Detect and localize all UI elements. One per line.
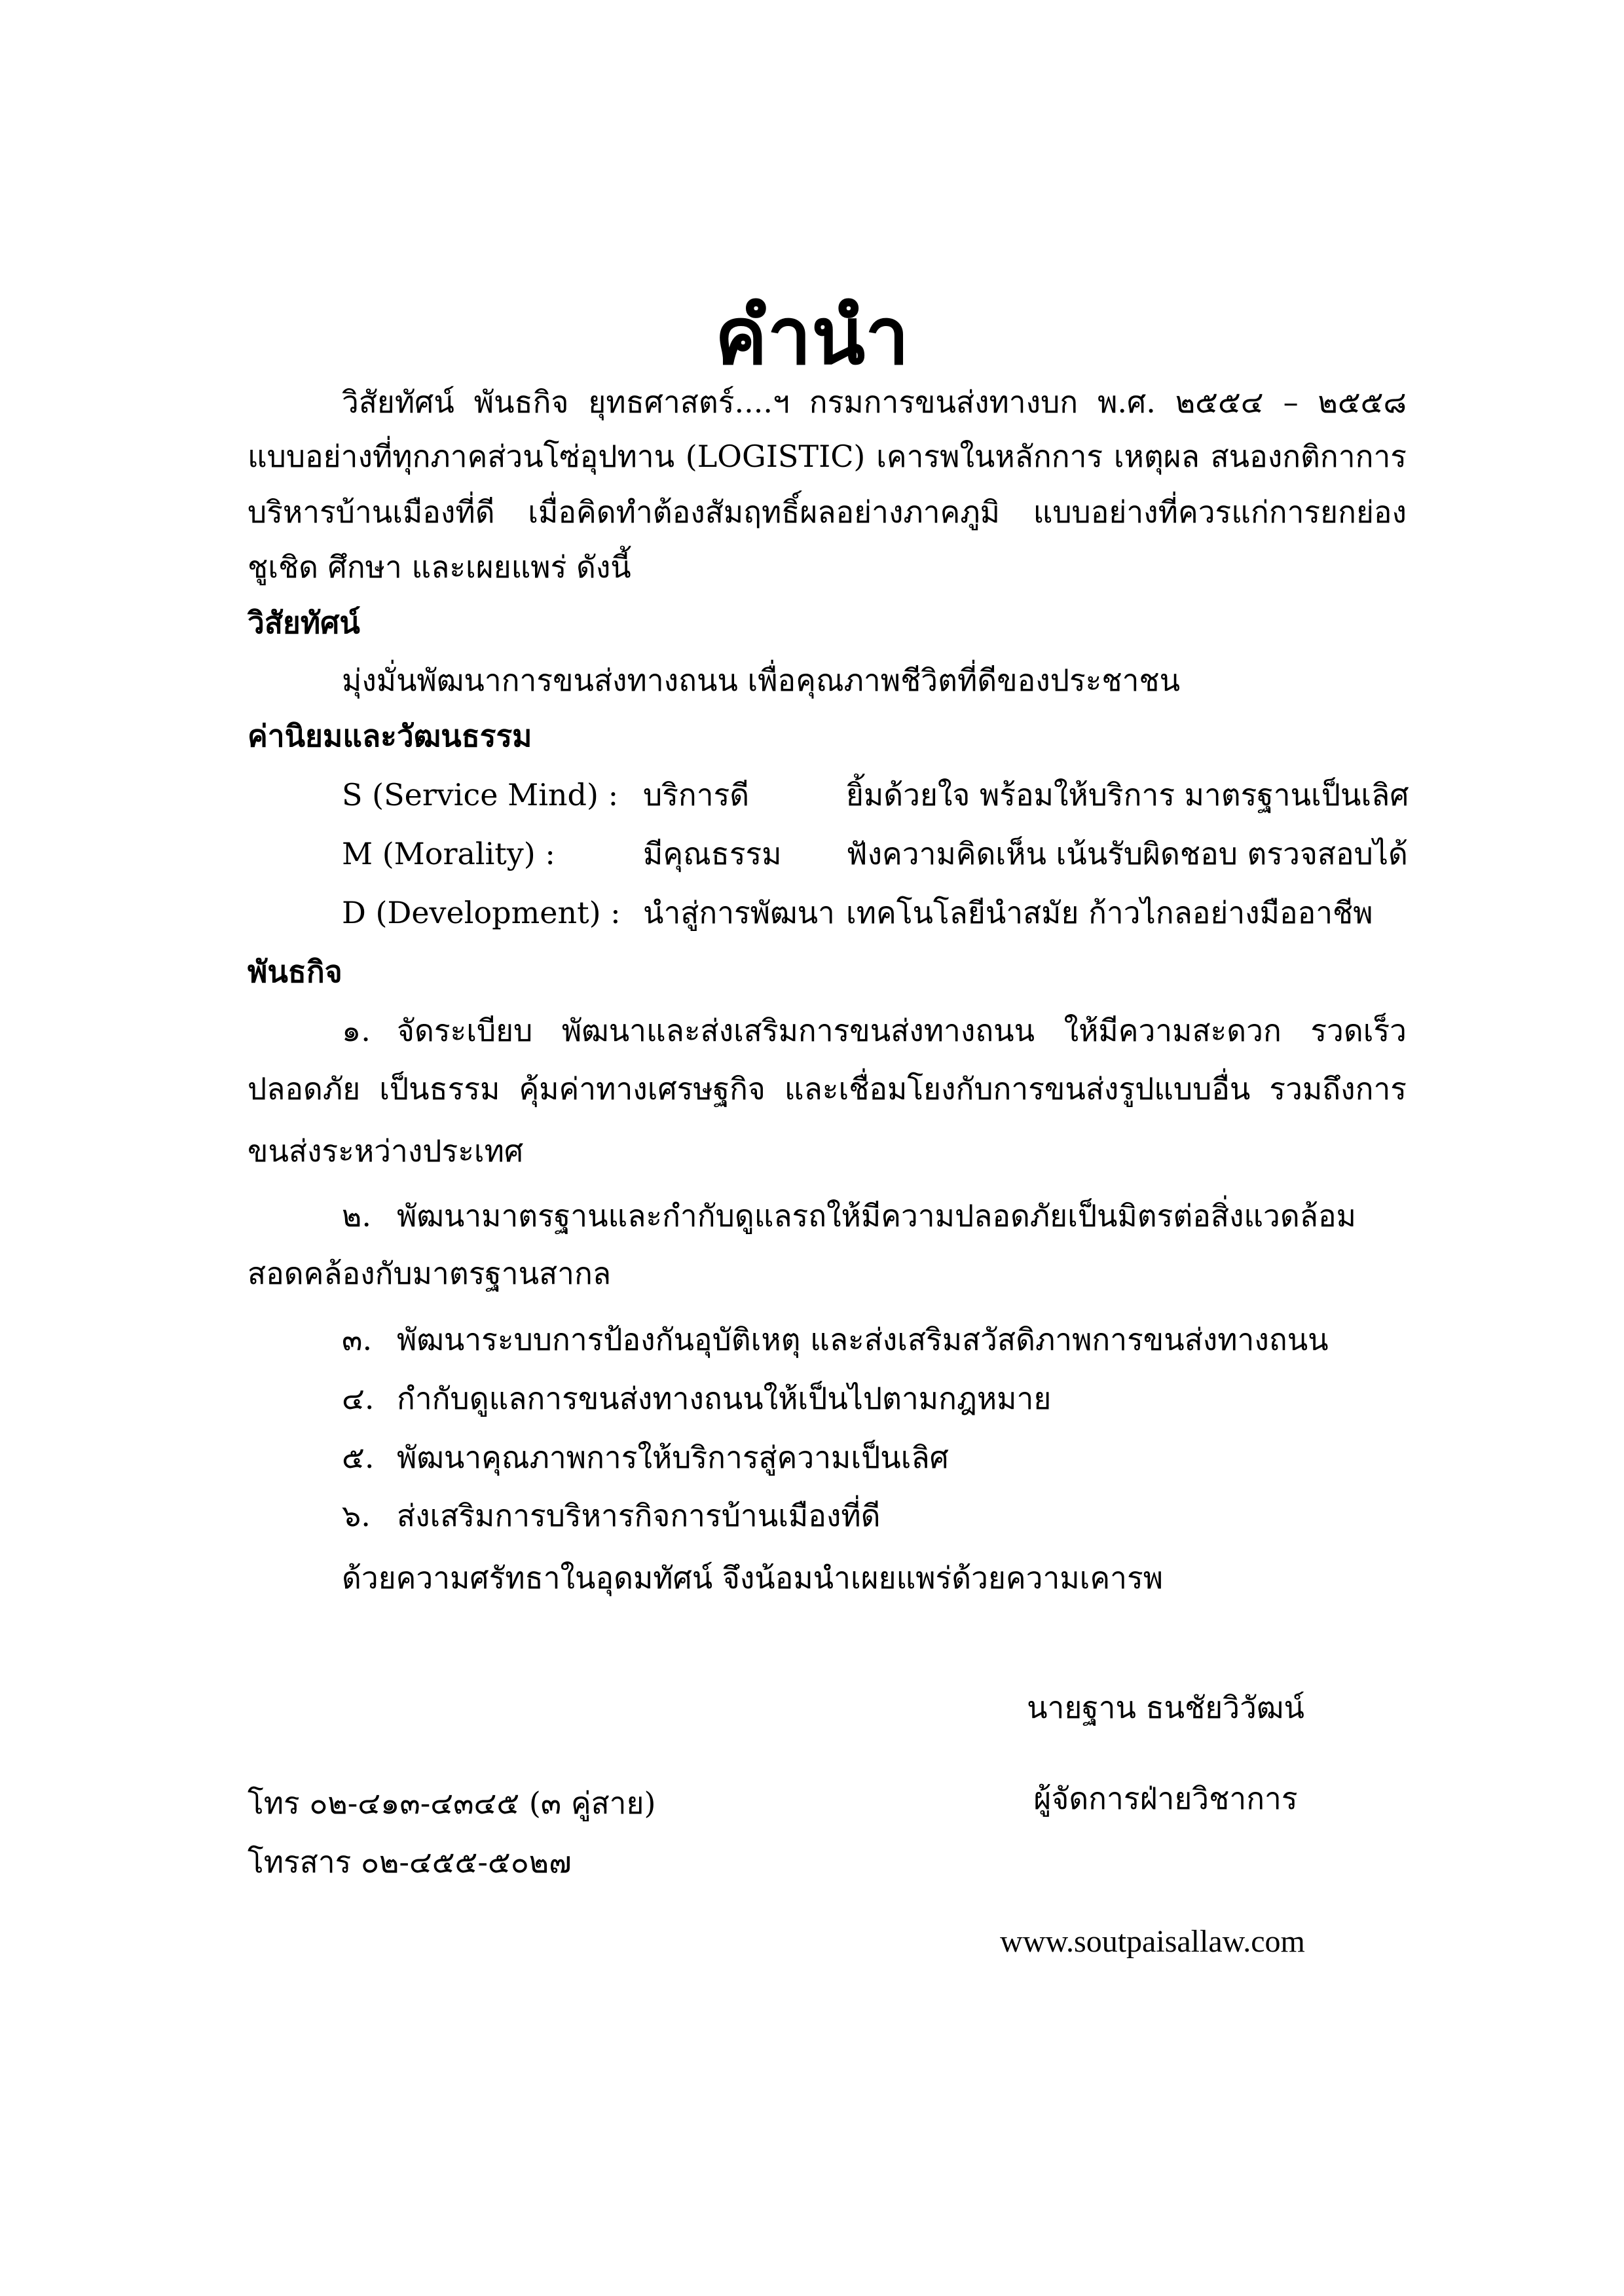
value-name: บริการดี <box>643 777 750 812</box>
mission-text: จัดระเบียบ พัฒนาและส่งเสริมการขนส่งทางถนน ให้มีความสะดวก รวดเร็ว <box>397 1013 1407 1048</box>
value-row-s <box>342 775 1409 814</box>
value-name: มีคุณธรรม <box>643 836 782 871</box>
mission-text: พัฒนามาตรฐานและกำกับดูแลรถให้มีความปลอดภัยเป็นมิตรต่อสิ่งแวดล้อม <box>397 1198 1356 1233</box>
value-desc: ยิ้มด้วยใจ พร้อมให้บริการ มาตรฐานเป็นเลิศ <box>846 777 1409 812</box>
mission-item-5 <box>342 1438 949 1477</box>
signature-position: ผู้จัดการฝ่ายวิชาการ <box>1033 1781 1298 1816</box>
value-row-m <box>342 834 1408 873</box>
mission-item-1-line-1 <box>342 1011 1407 1050</box>
value-desc: เทคโนโลยีนำสมัย ก้าวไกลอย่างมืออาชีพ <box>846 895 1373 930</box>
value-name: นำสู่การพัฒนา <box>643 895 835 930</box>
vision-text: มุ่งมั่นพัฒนาการขนส่งทางถนน เพื่อคุณภาพชีวิตที่ดีของประชาชน <box>342 663 1181 698</box>
vision-heading: วิสัยทัศน์ <box>248 605 360 640</box>
value-desc: ฟังความคิดเห็น เน้นรับผิดชอบ ตรวจสอบได้ <box>846 836 1408 871</box>
values-heading: ค่านิยมและวัฒนธรรม <box>248 718 532 754</box>
mission-text: พัฒนาระบบการป้องกันอุบัติเหตุ และส่งเสริมสวัสดิภาพการขนส่งทางถนน <box>397 1322 1329 1357</box>
mission-text: พัฒนาคุณภาพการให้บริการสู่ความเป็นเลิศ <box>397 1440 949 1475</box>
contact-phone: โทร ๐๒-๔๑๓-๔๓๔๕ (๓ คู่สาย) <box>248 1785 656 1821</box>
value-code: M (Morality) : <box>342 836 555 871</box>
mission-text: กำกับดูแลการขนส่งทางถนนให้เป็นไปตามกฎหมาย <box>397 1381 1052 1416</box>
mission-heading: พันธกิจ <box>248 954 342 989</box>
closing-text: ด้วยความศรัทธาในอุดมทัศน์ จึงน้อมนำเผยแพร่ด้วยความเคารพ <box>342 1560 1164 1595</box>
mission-number: ๑. <box>342 1013 371 1048</box>
contact-fax: โทรสาร ๐๒-๔๕๕-๕๐๒๗ <box>248 1844 572 1880</box>
intro-line-4: ชูเชิด ศึกษา และเผยแพร่ ดังนี้ <box>248 549 631 585</box>
intro-line-3: บริหารบ้านเมืองที่ดี เมื่อคิดทำต้องสัมฤทธิ์ผลอย่างภาคภูมิ แบบอย่างที่ควรแก่การยกย่อง <box>248 494 1407 530</box>
value-code: D (Development) : <box>342 895 621 930</box>
value-row-d <box>342 893 1373 932</box>
mission-number: ๔. <box>342 1381 375 1416</box>
mission-item-3 <box>342 1320 1329 1359</box>
mission-number: ๒. <box>342 1198 371 1233</box>
mission-item-4 <box>342 1379 1051 1418</box>
mission-number: ๕. <box>342 1440 375 1475</box>
mission-item-6 <box>342 1496 881 1535</box>
mission-item-1-line-3: ขนส่งระหว่างประเทศ <box>248 1133 524 1169</box>
page-title: คำนำ <box>714 291 910 382</box>
mission-text: ส่งเสริมการบริหารกิจการบ้านเมืองที่ดี <box>397 1498 881 1533</box>
signature-name: นายฐาน ธนชัยวิวัฒน์ <box>1027 1690 1304 1725</box>
mission-number: ๖. <box>342 1498 371 1533</box>
mission-item-2-line-1 <box>342 1196 1407 1235</box>
mission-number: ๓. <box>342 1322 373 1357</box>
mission-item-1-line-2: ปลอดภัย เป็นธรรม คุ้มค่าทางเศรษฐกิจ และเชื่อมโยงกับการขนส่งรูปแบบอื่น รวมถึงการ <box>248 1071 1407 1106</box>
value-code: S (Service Mind) : <box>342 777 619 812</box>
website-link[interactable]: www.soutpaisallaw.com <box>1000 1924 1305 1959</box>
intro-line-1: วิสัยทัศน์ พันธกิจ ยุทธศาสตร์....ฯ กรมการขนส่งทางบก พ.ศ. ๒๕๕๔ – ๒๕๕๘ <box>342 384 1407 420</box>
intro-line-2: แบบอย่างที่ทุกภาคส่วนโซ่อุปทาน (LOGISTIC) เคารพในหลักการ เหตุผล สนองกติกาการ <box>248 439 1407 474</box>
mission-item-2-line-2: สอดคล้องกับมาตรฐานสากล <box>248 1256 612 1291</box>
